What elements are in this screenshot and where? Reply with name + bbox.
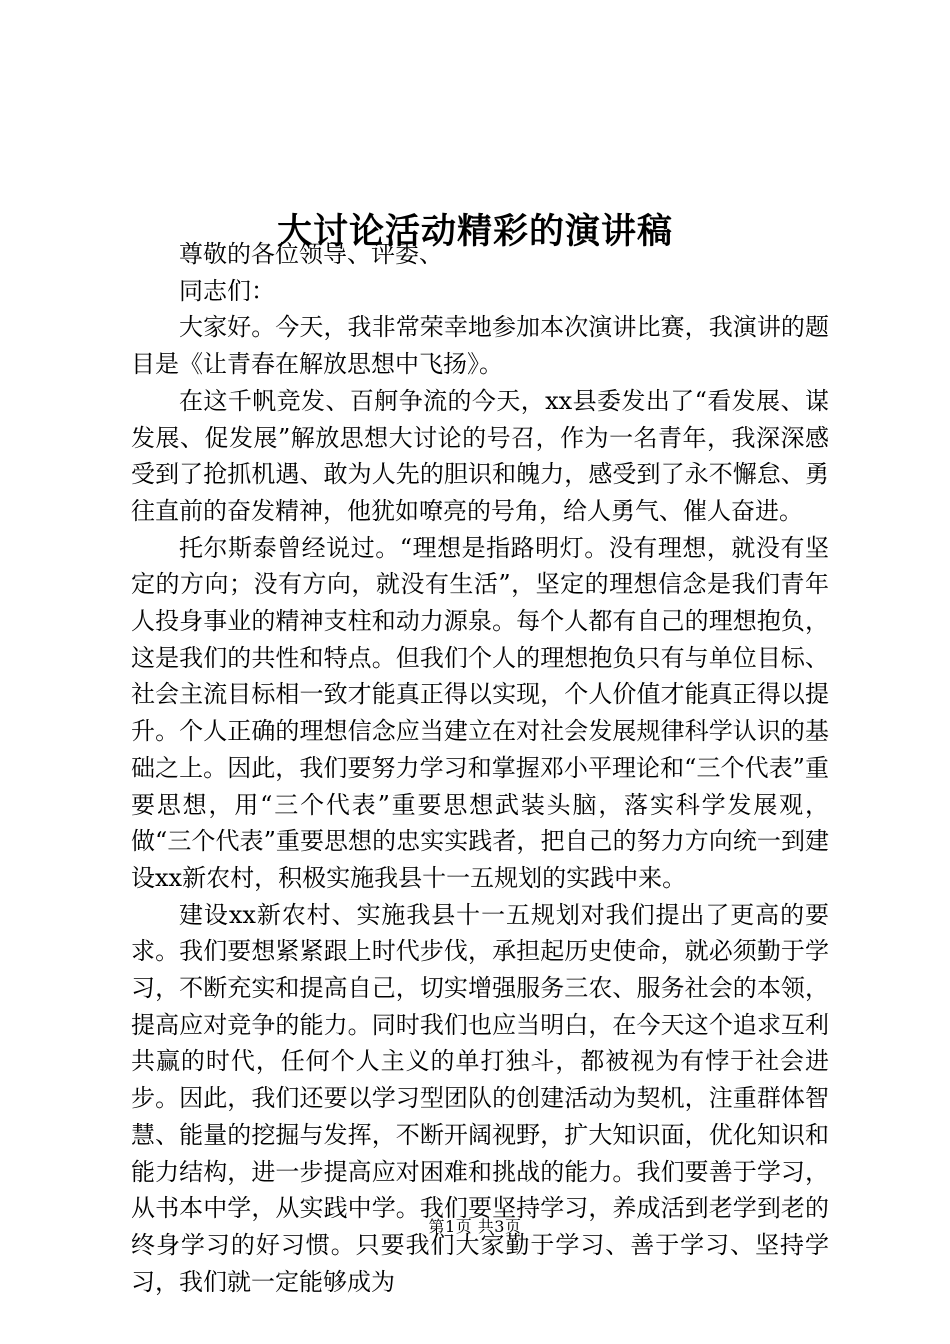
paragraph-ideals: 托尔斯泰曾经说过。“理想是指路明灯。没有理想，就没有坚定的方向；没有方向，就没有生活”，坚定的理想信念是我们青年人投身事业的精神支柱和动力源泉。每个人都有自己的理想抱负，这是我们的共性和特点。但我们个人的理想抱负只有与单位目标、社会主流目标相一致才能真正得以实现，个人价值才能真正得以提升。个人正确的理想信念应当建立在对社会发展规律科学认识的基础之上。因此，我们要努力学习和掌握邓小平理论和“三个代表”重要思想，用“三个代表”重要思想武装头脑，落实科学发展观，做“三个代表”重要思想的忠实实践者，把自己的努力方向统一到建设xx新农村，积极实施我县十一五规划的实践中来。 [131,533,829,892]
document-body [131,236,829,1300]
page-number-footer: 第1页 共3页 [428,1217,522,1236]
salutation-line-1: 尊敬的各位领导、评委、 [179,240,443,268]
paragraph-opening: 大家好。今天，我非常荣幸地参加本次演讲比赛，我演讲的题目是《让青春在解放思想中飞扬》。 [131,313,829,379]
document-title: 大讨论活动精彩的演讲稿 [276,211,673,253]
salutation-line-2: 同志们： [179,276,275,305]
paragraph-call-to-discussion: 在这千帆竞发、百舸争流的今天，xx县委发出了“看发展、谋发展、促发展”解放思想大讨论的号召，作为一名青年，我深深感受到了抢抓机遇、敢为人先的胆识和魄力，感受到了永不懈怠、勇往直前的奋发精神，他犹如嘹亮的号角，给人勇气、催人奋进。 [131,386,829,525]
paragraph-learning: 建设xx新农村、实施我县十一五规划对我们提出了更高的要求。我们要想紧紧跟上时代步伐，承担起历史使命，就必须勤于学习，不断充实和提高自己，切实增强服务三农、服务社会的本领，提高应对竞争的能力。同时我们也应当明白，在今天这个追求互利共赢的时代，任何个人主义的单打独斗，都被视为有悖于社会进步。因此，我们还要以学习型团队的创建活动为契机，注重群体智慧、能量的挖掘与发挥，不断开阔视野，扩大知识面，优化知识和能力结构，进一步提高应对困难和挑战的能力。我们要善于学习，从书本中学，从实践中学。我们要坚持学习，养成活到老学到老的终身学习的好习惯。只要我们大家勤于学习、善于学习、坚持学习，我们就一定能够成为 [131,900,829,1296]
